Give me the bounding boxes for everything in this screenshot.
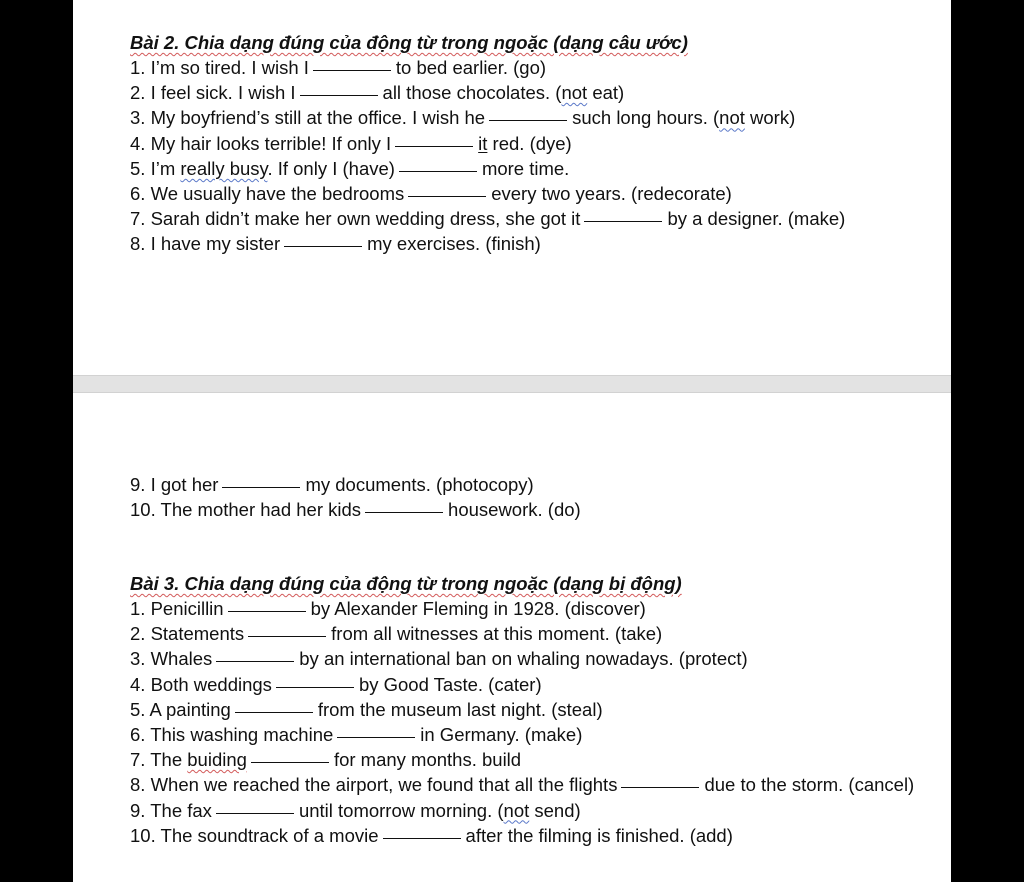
exercise-3-heading: Bài 3. Chia dạng đúng của động từ trong ngoặc (dạng bị động)	[130, 573, 682, 594]
answer-blank	[408, 196, 486, 197]
list-item: 9. The fax until tomorrow morning. (not send)	[130, 799, 581, 821]
list-item: 10. The soundtrack of a movie after the filming is finished. (add)	[130, 824, 733, 846]
answer-blank	[365, 512, 443, 513]
list-item: 1. Penicillin by Alexander Fleming in 1928. (discover)	[130, 598, 646, 619]
page-break	[73, 375, 951, 393]
list-item: 3. My boyfriend’s still at the office. I wish he such long hours. (not work)	[130, 107, 796, 129]
list-item: 6. We usually have the bedrooms every two years. (redecorate)	[130, 183, 732, 205]
answer-blank	[395, 146, 473, 147]
answer-blank	[248, 636, 326, 637]
answer-blank	[222, 487, 300, 488]
list-item: 5. A painting from the museum last night. (steal)	[130, 698, 603, 720]
answer-blank	[228, 611, 306, 612]
answer-blank	[235, 712, 313, 713]
list-item: 6. This washing machine in Germany. (make)	[130, 724, 583, 746]
answer-blank	[251, 762, 329, 763]
answer-blank	[584, 221, 662, 222]
list-item: 1. I’m so tired. I wish I to bed earlier. (go)	[130, 57, 547, 78]
exercise-2-heading: Bài 2. Chia dạng đúng của động từ trong ngoặc (dạng câu ước)	[130, 32, 688, 53]
answer-blank	[313, 70, 391, 71]
answer-blank	[399, 171, 477, 172]
list-item: 8. When we reached the airport, we found that all the flights due to the storm. (cancel)	[130, 774, 915, 796]
answer-blank	[216, 661, 294, 662]
answer-blank	[276, 687, 354, 688]
list-item: 10. The mother had her kids housework. (do)	[130, 499, 581, 521]
list-item: 4. Both weddings by Good Taste. (cater)	[130, 673, 542, 695]
answer-blank	[383, 838, 461, 839]
document-page-1	[73, 0, 951, 375]
answer-blank	[284, 246, 362, 247]
list-item: 7. The buiding for many months. build	[130, 749, 522, 771]
list-item: 7. Sarah didn’t make her own wedding dress, she got it by a designer. (make)	[130, 208, 846, 230]
document-page-2	[73, 393, 951, 882]
exercise-3	[130, 571, 943, 848]
list-item: 4. My hair looks terrible! If only I it red. (dye)	[130, 132, 572, 154]
list-item: 9. I got her my documents. (photocopy)	[130, 474, 534, 495]
answer-blank	[300, 95, 378, 96]
list-item: 2. I feel sick. I wish I all those chocolates. (not eat)	[130, 82, 625, 104]
list-item: 3. Whales by an international ban on whaling nowadays. (protect)	[130, 648, 748, 670]
exercise-2-continued	[130, 472, 943, 522]
list-item: 5. I’m really busy. If only I (have) more time.	[130, 157, 570, 179]
answer-blank	[337, 737, 415, 738]
list-item: 8. I have my sister my exercises. (finish)	[130, 233, 541, 255]
answer-blank	[216, 813, 294, 814]
answer-blank	[621, 787, 699, 788]
exercise-2	[130, 30, 943, 257]
answer-blank	[489, 120, 567, 121]
list-item: 2. Statements from all witnesses at this moment. (take)	[130, 623, 663, 645]
